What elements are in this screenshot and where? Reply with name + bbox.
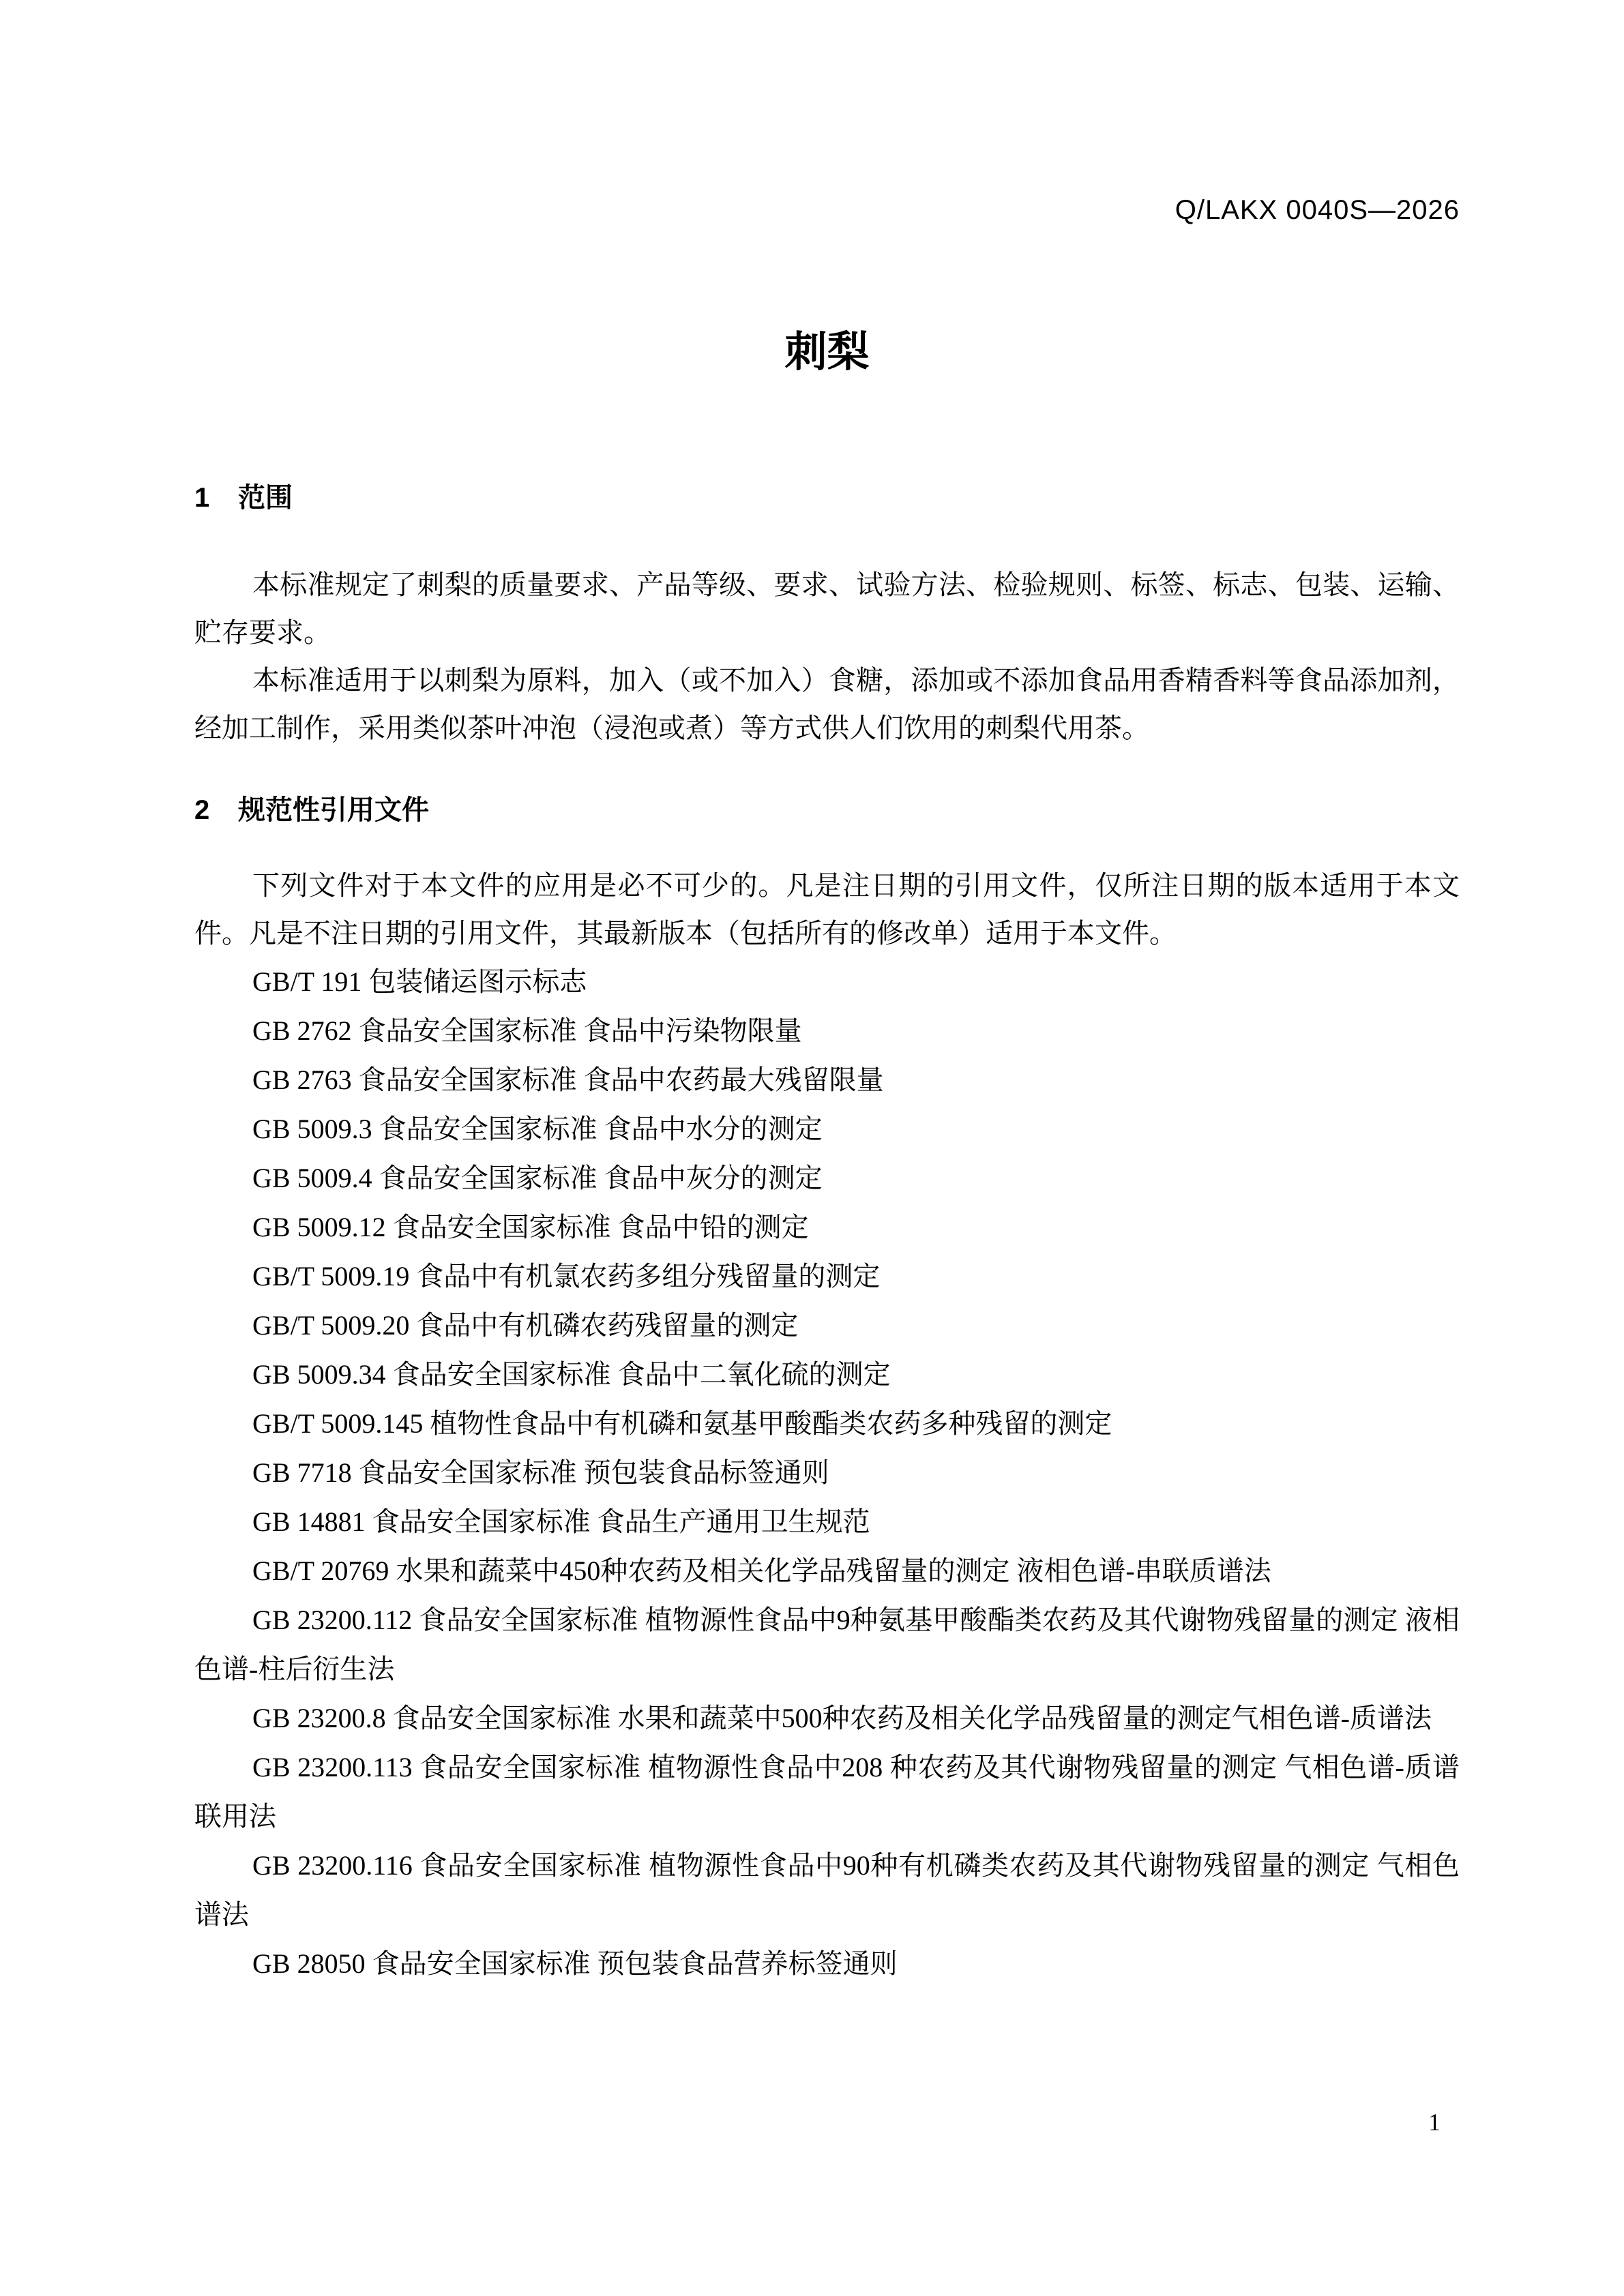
section-scope [194, 481, 1460, 752]
reference-item: GB 2763 食品安全国家标准 食品中农药最大残留限量 [252, 1064, 884, 1095]
scope-paragraph-2: 本标准适用于以刺梨为原料，加入（或不加入）食糖，添加或不添加食品用香精香料等食品添加剂，经加工制作，采用类似茶叶冲泡（浸泡或煮）等方式供人们饮用的刺梨代用茶。 [194, 665, 1460, 743]
reference-item: GB 23200.8 食品安全国家标准 水果和蔬菜中500种农药及相关化学品残留量的测定气相色谱-质谱法 [252, 1703, 1432, 1733]
reference-item: GB 23200.116 食品安全国家标准 植物源性食品中90种有机磷类农药及其代谢物残留量的测定 气相色谱法 [194, 1850, 1460, 1930]
reference-item: GB/T 20769 水果和蔬菜中450种农药及相关化学品残留量的测定 液相色谱-串联质谱法 [252, 1555, 1271, 1586]
reference-item: GB 28050 食品安全国家标准 预包装食品营养标签通则 [252, 1948, 898, 1979]
references-intro-paragraph: 下列文件对于本文件的应用是必不可少的。凡是注日期的引用文件，仅所注日期的版本适用于本文件。凡是不注日期的引用文件，其最新版本（包括所有的修改单）适用于本文件。 [194, 870, 1460, 949]
section-2-heading [194, 793, 1460, 827]
reference-item: GB/T 5009.145 植物性食品中有机磷和氨基甲酸酯类农药多种残留的测定 [252, 1408, 1112, 1439]
reference-item: GB 7718 食品安全国家标准 预包装食品标签通则 [252, 1457, 829, 1488]
reference-item: GB 5009.12 食品安全国家标准 食品中铅的测定 [252, 1212, 809, 1242]
reference-item: GB/T 5009.19 食品中有机氯农药多组分残留量的测定 [252, 1261, 881, 1292]
scope-paragraph-1: 本标准规定了刺梨的质量要求、产品等级、要求、试验方法、检验规则、标签、标志、包装、运输、贮存要求。 [194, 569, 1460, 648]
section-1-title: 范围 [238, 483, 293, 513]
section-2-number: 2 [194, 795, 210, 825]
section-2-title: 规范性引用文件 [238, 795, 429, 825]
reference-item: GB 2762 食品安全国家标准 食品中污染物限量 [252, 1015, 802, 1046]
section-1-number: 1 [194, 483, 210, 513]
reference-item: GB 23200.112 食品安全国家标准 植物源性食品中9种氨基甲酸酯类农药及其代谢物残留量的测定 液相色谱-柱后衍生法 [194, 1605, 1460, 1684]
section-normative-references [194, 793, 1460, 1988]
reference-item: GB/T 5009.20 食品中有机磷农药残留量的测定 [252, 1310, 799, 1341]
reference-item: GB 14881 食品安全国家标准 食品生产通用卫生规范 [252, 1506, 870, 1537]
reference-item: GB 5009.3 食品安全国家标准 食品中水分的测定 [252, 1114, 823, 1144]
document-title: 刺梨 [784, 329, 870, 376]
reference-item: GB 5009.34 食品安全国家标准 食品中二氧化硫的测定 [252, 1359, 891, 1390]
section-1-heading [194, 481, 1460, 515]
standard-code: Q/LAKX 0040S—2026 [1175, 195, 1460, 225]
reference-item: GB/T 191 包装储运图示标志 [252, 966, 587, 997]
page-number: 1 [1428, 2108, 1441, 2136]
reference-item: GB 5009.4 食品安全国家标准 食品中灰分的测定 [252, 1163, 823, 1193]
reference-item: GB 23200.113 食品安全国家标准 植物源性食品中208 种农药及其代谢物残留量的测定 气相色谱-质谱联用法 [194, 1752, 1460, 1832]
reference-list [194, 957, 1460, 1988]
